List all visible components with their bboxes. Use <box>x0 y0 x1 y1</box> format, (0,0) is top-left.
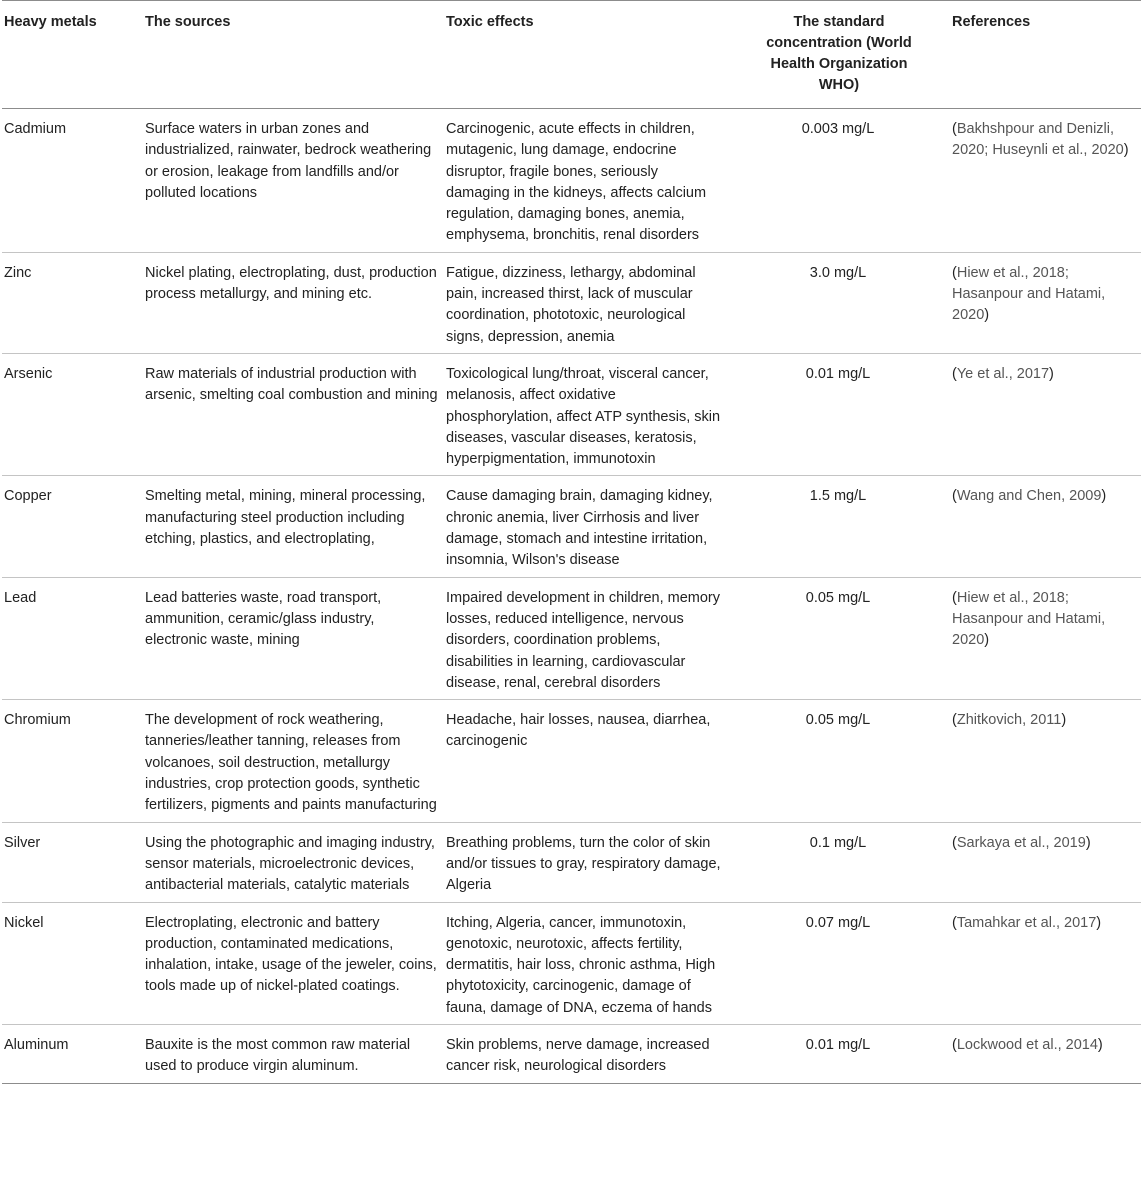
table-body <box>2 109 1141 1084</box>
table-row <box>2 902 1141 1024</box>
cell-reference: (Hiew et al., 2018; Hasanpour and Hatami, 2020) <box>952 589 1106 649</box>
cell-standard: 0.05 mg/L <box>805 589 871 606</box>
table-row <box>2 1024 1141 1083</box>
cell-standard: 0.01 mg/L <box>805 365 871 382</box>
cell-metal: Chromium <box>4 712 71 729</box>
cell-standard: 0.05 mg/L <box>805 712 871 729</box>
cell-metal: Silver <box>4 834 41 851</box>
cell-sources: Nickel plating, electroplating, dust, production process metallurgy, and mining etc. <box>145 264 437 303</box>
cell-metal: Aluminum <box>4 1036 69 1053</box>
cell-standard: 0.07 mg/L <box>805 914 871 931</box>
cell-sources: Surface waters in urban zones and industrialized, rainwater, bedrock weathering or erosion, leakage from landfills and/or polluted locations <box>145 121 432 201</box>
cell-sources: Smelting metal, mining, mineral processing, manufacturing steel production including etching, plastics, and electroplating, <box>145 488 426 548</box>
cell-reference: (Bakhshpour and Denizli, 2020; Huseynli et al., 2020) <box>952 121 1129 159</box>
cell-toxic-effects: Itching, Algeria, cancer, immunotoxin, genotoxic, neurotoxic, affects fertility, dermatitis, hair loss, chronic asthma, High phytotoxicity, carcinogenic, damage of fauna, damage of DNA, eczema of hands <box>446 914 716 1016</box>
cell-sources: Using the photographic and imaging industry, sensor materials, microelectronic devices, antibacterial materials, catalytic materials <box>145 834 435 894</box>
cell-reference: (Ye et al., 2017) <box>952 365 1054 382</box>
header-row <box>2 1 1141 109</box>
reference-link[interactable]: Bakhshpour and Denizli, 2020; Huseynli et al., 2020 <box>952 121 1124 159</box>
cell-toxic-effects: Breathing problems, turn the color of skin and/or tissues to gray, respiratory damage, Algeria <box>446 834 721 894</box>
header-heavy-metals: Heavy metals <box>4 14 97 30</box>
reference-link[interactable]: Hiew et al., 2018; Hasanpour and Hatami, 2020 <box>952 589 1106 649</box>
cell-standard: 1.5 mg/L <box>809 488 867 505</box>
table-row <box>2 252 1141 353</box>
header-sources: The sources <box>145 14 231 30</box>
cell-metal: Lead <box>4 589 37 606</box>
table-row <box>2 109 1141 253</box>
cell-reference: (Wang and Chen, 2009) <box>952 488 1107 505</box>
reference-link[interactable]: Ye et al., 2017 <box>956 365 1050 382</box>
cell-metal: Copper <box>4 488 52 505</box>
table-row <box>2 822 1141 902</box>
table-row <box>2 700 1141 822</box>
cell-metal: Zinc <box>4 264 32 281</box>
table-row <box>2 353 1141 475</box>
heavy-metals-table <box>2 0 1141 1084</box>
cell-sources: Bauxite is the most common raw material used to produce virgin aluminum. <box>145 1036 411 1075</box>
cell-reference: (Zhitkovich, 2011) <box>952 712 1067 729</box>
reference-link[interactable]: Wang and Chen, 2009 <box>956 488 1102 505</box>
cell-standard: 0.1 mg/L <box>809 834 867 851</box>
cell-sources: Raw materials of industrial production with arsenic, smelting coal combustion and mining <box>145 365 438 404</box>
reference-link[interactable]: Zhitkovich, 2011 <box>956 712 1062 729</box>
reference-link[interactable]: Tamahkar et al., 2017 <box>956 914 1097 931</box>
cell-sources: Electroplating, electronic and battery production, contaminated medications, inhalation, intake, usage of the jeweler, coins, tools made up of nickel-plated coatings. <box>145 914 437 995</box>
cell-metal: Nickel <box>4 914 44 931</box>
cell-toxic-effects: Headache, hair losses, nausea, diarrhea, carcinogenic <box>446 712 711 750</box>
table-row <box>2 476 1141 577</box>
cell-reference: (Hiew et al., 2018; Hasanpour and Hatami, 2020) <box>952 264 1106 324</box>
cell-reference: (Lockwood et al., 2014) <box>952 1036 1103 1053</box>
cell-reference: (Sarkaya et al., 2019) <box>952 834 1091 851</box>
header-toxic-effects: Toxic effects <box>446 14 534 30</box>
cell-standard: 0.003 mg/L <box>801 121 875 137</box>
cell-standard: 0.01 mg/L <box>805 1036 871 1053</box>
cell-toxic-effects: Impaired development in children, memory losses, reduced intelligence, nervous disorders, coordination problems, disabilities in learning, cardiovascular disease, renal, cerebral disorders <box>446 589 721 691</box>
cell-metal: Arsenic <box>4 365 53 382</box>
cell-toxic-effects: Cause damaging brain, damaging kidney, chronic anemia, liver Cirrhosis and liver damage, stomach and intestine irritation, insomnia, Wilson's disease <box>446 488 713 569</box>
cell-toxic-effects: Fatigue, dizziness, lethargy, abdominal pain, increased thirst, lack of muscular coordination, phototoxic, neurological signs, depression, anemia <box>446 264 696 345</box>
cell-standard: 3.0 mg/L <box>809 264 867 281</box>
reference-link[interactable]: Lockwood et al., 2014 <box>956 1036 1098 1053</box>
cell-sources: Lead batteries waste, road transport, ammunition, ceramic/glass industry, electronic waste, mining <box>145 589 382 649</box>
header-references: References <box>952 14 1031 30</box>
header-standard-concentration: The standard concentration (World Health Organization WHO) <box>766 14 912 93</box>
table-row <box>2 577 1141 699</box>
reference-link[interactable]: Sarkaya et al., 2019 <box>956 834 1086 851</box>
cell-toxic-effects: Toxicological lung/throat, visceral cancer, melanosis, affect oxidative phosphorylation, affect ATP synthesis, skin diseases, vascular diseases, keratosis, hyperpigmentation, immunotoxin <box>446 365 721 468</box>
cell-toxic-effects: Carcinogenic, acute effects in children, mutagenic, lung damage, endocrine disruptor, fragile bones, seriously damaging in the kidneys, affects calcium regulation, damaging bones, anemia, emphysema, bronchitis, renal disorders <box>446 121 707 244</box>
cell-toxic-effects: Skin problems, nerve damage, increased cancer risk, neurological disorders <box>446 1036 710 1075</box>
cell-reference: (Tamahkar et al., 2017) <box>952 914 1102 931</box>
cell-metal: Cadmium <box>4 121 67 137</box>
reference-link[interactable]: Hiew et al., 2018; Hasanpour and Hatami, 2020 <box>952 264 1106 324</box>
cell-sources: The development of rock weathering, tanneries/leather tanning, releases from volcanoes, soil destruction, metallurgy industries, crop protection goods, synthetic fertilizers, pigments and paints manufacturing <box>145 712 437 814</box>
table-header <box>2 1 1141 109</box>
